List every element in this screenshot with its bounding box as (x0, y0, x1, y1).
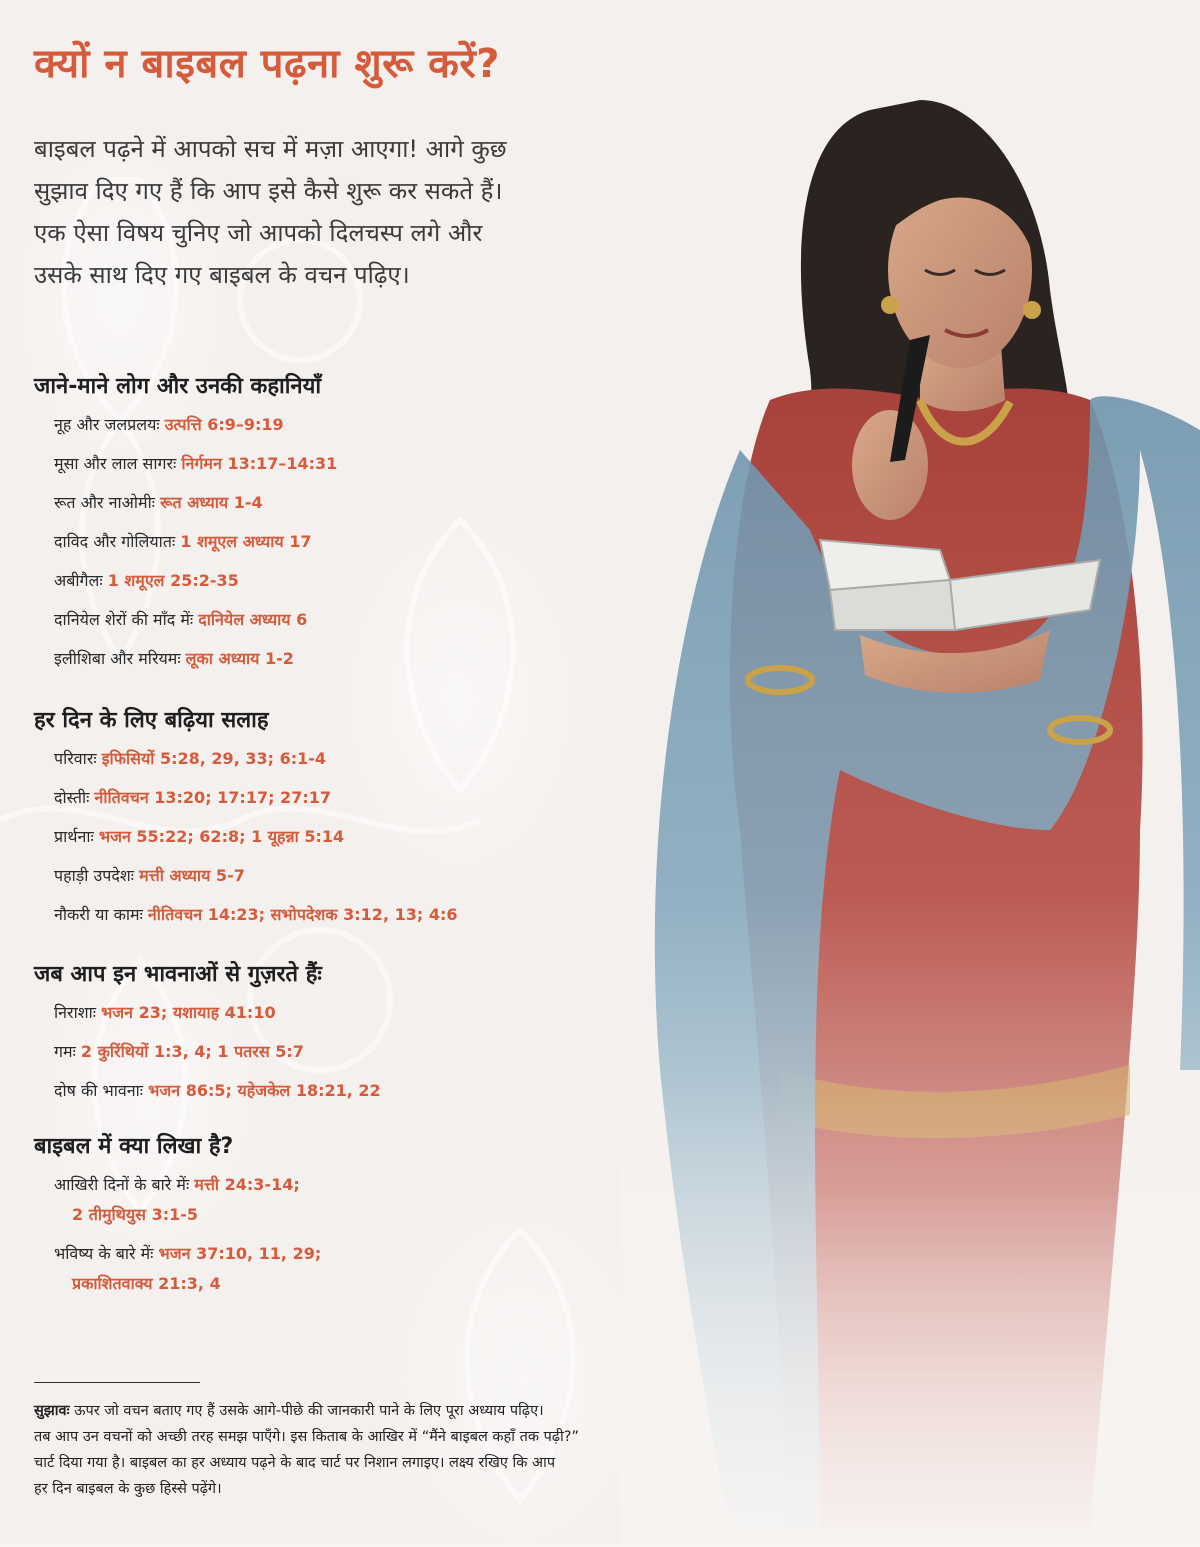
intro-line: एक ऐसा विषय चुनिए जो आपको दिलचस्प लगे और (34, 219, 483, 247)
entry-label: दानियेल शेरों की माँद मेंः (54, 610, 194, 629)
scripture-ref[interactable]: 1 शमूएल 25:2-35 (107, 571, 239, 590)
tip-line: हर दिन बाइबल के कुछ हिस्से पढ़ेंगे। (34, 1481, 222, 1497)
entry-label: प्रार्थनाः (54, 827, 94, 846)
woman-reading-bible-illustration (620, 70, 1200, 1543)
scripture-ref[interactable]: रूत अध्याय 1-4 (160, 493, 263, 512)
intro-line: बाइबल पढ़ने में आपको सच में मज़ा आएगा! आगे कुछ (34, 135, 507, 163)
list-item (54, 609, 674, 631)
list-item (54, 570, 674, 592)
tip-line: ऊपर जो वचन बताए गए हैं उसके आगे-पीछे की जानकारी पाने के लिए पूरा अध्याय पढ़िए। (74, 1403, 544, 1419)
entry-label: दाविद और गोलियातः (54, 532, 176, 551)
list-item (54, 1174, 674, 1226)
entry-label: भविष्य के बारे मेंः (54, 1244, 154, 1263)
list-item (54, 1243, 674, 1295)
list-item (54, 1002, 674, 1024)
scripture-ref[interactable]: मत्ती 24:3-14; (194, 1175, 300, 1194)
entry-label: नौकरी या कामः (54, 905, 143, 924)
entry-label: आखिरी दिनों के बारे मेंः (54, 1175, 190, 1194)
list-item (54, 787, 674, 809)
scripture-ref[interactable]: 2 कुरिंथियों 1:3, 4; 1 पतरस 5:7 (80, 1042, 304, 1061)
section-heading: जब आप इन भावनाओं से गुज़रते हैंः (34, 962, 322, 987)
entry-label: मूसा और लाल सागरः (54, 454, 177, 473)
section-heading: जाने-माने लोग और उनकी कहानियाँ (34, 374, 322, 399)
list-item (54, 1041, 674, 1063)
tip-label: सुझावः (34, 1403, 70, 1419)
scripture-ref[interactable]: 2 तीमुथियुस 3:1-5 (72, 1205, 199, 1224)
list-item (54, 748, 674, 770)
entry-label: परिवारः (54, 749, 97, 768)
scripture-ref[interactable]: दानियेल अध्याय 6 (198, 610, 308, 629)
footer-tip (34, 1398, 794, 1502)
entry-label: पहाड़ी उपदेशः (54, 866, 134, 885)
tip-line: चार्ट दिया गया है। बाइबल का हर अध्याय पढ़ने के बाद चार्ट पर निशान लगाइए। लक्ष्य रखिए कि आप (34, 1455, 556, 1471)
entry-label: अबीगैलः (54, 571, 103, 590)
entry-label: गमः (54, 1042, 76, 1061)
scripture-ref[interactable]: भजन 86:5; यहेजकेल 18:21, 22 (148, 1081, 381, 1100)
scripture-ref[interactable]: नीतिवचन 13:20; 17:17; 27:17 (94, 788, 331, 807)
intro-paragraph (34, 128, 694, 296)
list-item (54, 453, 674, 475)
scripture-ref[interactable]: मत्ती अध्याय 5-7 (139, 866, 245, 885)
list-item (54, 648, 674, 670)
scripture-ref[interactable]: इफिसियों 5:28, 29, 33; 6:1-4 (101, 749, 327, 768)
entry-label: निराशाः (54, 1003, 96, 1022)
entry-label: दोष की भावनाः (54, 1081, 144, 1100)
section-famous-people (34, 370, 674, 687)
scripture-ref[interactable]: भजन 55:22; 62:8; 1 यूहन्ना 5:14 (98, 827, 345, 846)
tip-line: तब आप उन वचनों को अच्छी तरह समझ पाएँगे। इस किताब के आखिर में “मैंने बाइबल कहाँ तक पढ़ी?” (34, 1429, 579, 1445)
entry-label: इलीशिबा और मरियमः (54, 649, 181, 668)
scripture-ref[interactable]: निर्गमन 13:17–14:31 (181, 454, 338, 473)
list-item (54, 492, 674, 514)
list-item (54, 904, 674, 926)
section-emotions (34, 958, 674, 1119)
scripture-ref[interactable]: 1 शमूएल अध्याय 17 (180, 532, 312, 551)
scripture-ref[interactable]: भजन 23; यशायाह 41:10 (101, 1003, 276, 1022)
scripture-ref[interactable]: प्रकाशितवाक्य 21:3, 4 (72, 1274, 221, 1293)
section-heading: बाइबल में क्या लिखा है? (34, 1134, 234, 1159)
list-item (54, 531, 674, 553)
list-item (54, 865, 674, 887)
scripture-ref[interactable]: उत्पत्ति 6:9–9:19 (164, 415, 284, 434)
list-item (54, 1080, 674, 1102)
scripture-ref[interactable]: नीतिवचन 14:23; सभोपदेशक 3:12, 13; 4:6 (147, 905, 458, 924)
intro-line: उसके साथ दिए गए बाइबल के वचन पढ़िए। (34, 261, 410, 289)
section-daily-advice (34, 704, 674, 943)
page-title: क्यों न बाइबल पढ़ना शुरू करें? (34, 41, 500, 87)
scripture-ref[interactable]: भजन 37:10, 11, 29; (158, 1244, 322, 1263)
footer-divider (34, 1382, 200, 1383)
section-heading: हर दिन के लिए बढ़िया सलाह (34, 708, 269, 733)
entry-label: दोस्तीः (54, 788, 90, 807)
entry-label: नूह और जलप्रलयः (54, 415, 160, 434)
section-what-bible-says (34, 1130, 674, 1312)
list-item (54, 414, 674, 436)
entry-label: रूत और नाओमीः (54, 493, 155, 512)
list-item (54, 826, 674, 848)
intro-line: सुझाव दिए गए हैं कि आप इसे कैसे शुरू कर सकते हैं। (34, 177, 503, 205)
scripture-ref[interactable]: लूका अध्याय 1-2 (185, 649, 294, 668)
